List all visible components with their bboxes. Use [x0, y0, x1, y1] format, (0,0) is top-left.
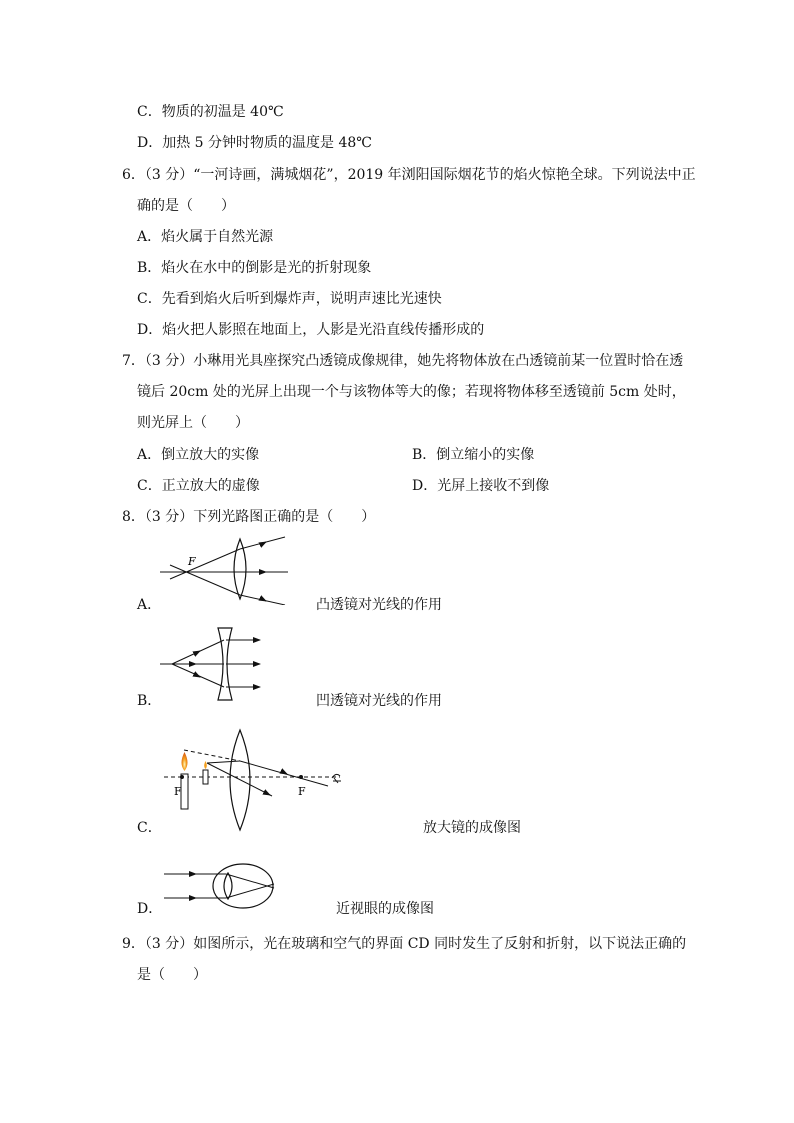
q8-option-c-label: C．: [137, 820, 162, 836]
q7-stem-line3: 则光屏上（ ）: [137, 415, 249, 431]
q8-option-b-label: B．: [137, 693, 162, 709]
q8-option-a-caption: 凸透镜对光线的作用: [316, 597, 442, 613]
q7-option-b: B．倒立缩小的实像: [412, 447, 535, 463]
q8-option-d-caption: 近视眼的成像图: [336, 901, 434, 917]
concave-lens-diagram: [160, 626, 295, 704]
q8-option-b-caption: 凹透镜对光线的作用: [316, 693, 442, 709]
myopia-eye-diagram: [160, 854, 285, 909]
q6-option-d: D．焰火把人影照在地面上，人影是光沿直线传播形成的: [137, 322, 485, 338]
q8-option-c-caption: 放大镜的成像图: [423, 820, 521, 836]
q8-option-d-label: D．: [137, 901, 163, 917]
q6-stem-line1: 6．（3 分）“一河诗画，满城烟花”，2019 年浏阳国际烟花节的焰火惊艳全球。下列说法中正: [122, 167, 696, 183]
q6-option-a: A．焰火属于自然光源: [137, 229, 274, 245]
convex-lens-focus-label: F: [188, 555, 196, 568]
q6-option-b: B．焰火在水中的倒影是光的折射现象: [137, 260, 372, 276]
eye-icon: [332, 774, 341, 783]
convex-lens-diagram: [160, 535, 295, 605]
q9-stem-line2: 是（ ）: [137, 967, 207, 983]
q5-option-c: C．物质的初温是 40℃: [137, 104, 284, 120]
magnifier-focus-right-label: F: [298, 785, 306, 798]
q6-option-c: C．先看到焰火后听到爆炸声，说明声速比光速快: [137, 291, 442, 307]
q6-stem-line2: 确的是（ ）: [137, 198, 235, 214]
magnifier-focus-left-label: F: [174, 785, 182, 798]
q8-option-a-label: A．: [137, 597, 162, 613]
q8-stem: 8．（3 分）下列光路图正确的是（ ）: [122, 509, 376, 525]
q7-stem-line2: 镜后 20cm 处的光屏上出现一个与该物体等大的像；若现将物体移至透镜前 5cm 处时，: [137, 384, 686, 400]
q7-option-a: A．倒立放大的实像: [137, 447, 260, 463]
magnifier-diagram: [160, 728, 360, 833]
q7-stem-line1: 7．（3 分）小琳用光具座探究凸透镜成像规律，她先将物体放在凸透镜前某一位置时恰在透: [122, 353, 684, 369]
q9-stem-line1: 9．（3 分）如图所示，光在玻璃和空气的界面 CD 同时发生了反射和折射，以下说法正确的: [122, 936, 687, 952]
q7-option-d: D．光屏上接收不到像: [412, 478, 550, 494]
q7-option-c: C．正立放大的虚像: [137, 478, 260, 494]
q5-option-d: D．加热 5 分钟时物质的温度是 48℃: [137, 135, 372, 151]
